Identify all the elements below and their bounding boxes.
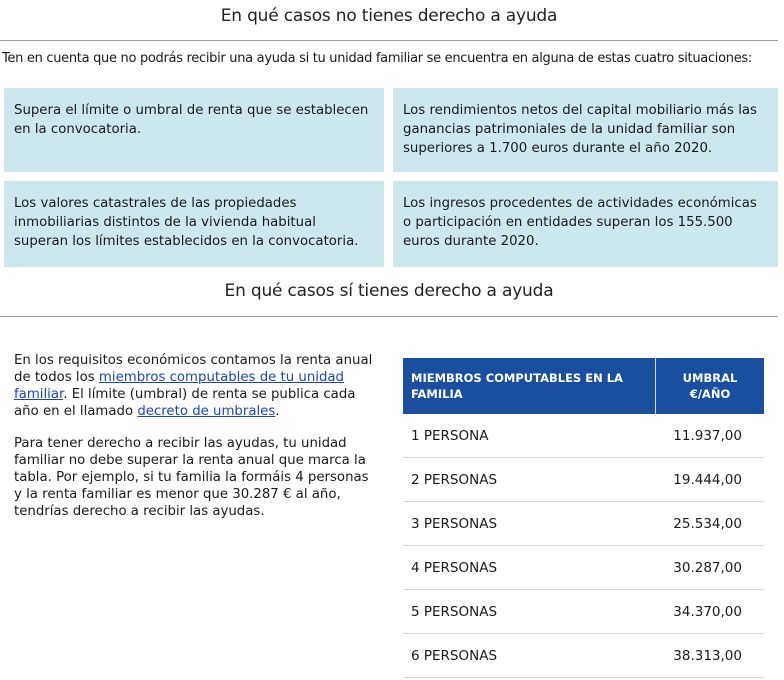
row-umbral: 25.534,00 xyxy=(656,502,765,546)
table-row xyxy=(403,634,764,678)
section-title-no-derecho: En qué casos no tienes derecho a ayuda xyxy=(220,6,558,26)
ejemplo-paragraph: Para tener derecho a recibir las ayudas, tu unidad familiar no debe superar la renta anual que marca la tabla. Por ejemplo, si tu familia la formáis 4 personas y la renta familiar es menor que 30.287 € al año, tendrías derecho a recibir las ayudas. xyxy=(14,436,369,519)
header-umbral: UMBRAL €/AÑO xyxy=(656,358,765,414)
para-text: . El límite (umbral) de renta se publica cada año en el llamado xyxy=(14,387,356,419)
row-members: 6 PERSONAS xyxy=(403,634,656,678)
card-valores-catastrales: Los valores catastrales de las propiedades inmobiliarias distintos de la vivienda habitual superan los límites establecidos en la convocatoria. xyxy=(4,181,384,267)
table-row xyxy=(403,414,764,458)
row-umbral: 38.313,00 xyxy=(656,634,765,678)
row-members: 1 PERSONA xyxy=(403,414,656,458)
row-umbral: 30.287,00 xyxy=(656,546,765,590)
link-decreto-umbrales[interactable]: decreto de umbrales xyxy=(137,404,276,419)
umbrales-table xyxy=(403,358,764,678)
intro-text: Ten en cuenta que no podrás recibir una ayuda si tu unidad familiar se encuentra en alguna de estas cuatro situaciones: xyxy=(2,51,752,66)
section-title-si-derecho: En qué casos sí tienes derecho a ayuda xyxy=(224,281,554,301)
row-members: 4 PERSONAS xyxy=(403,546,656,590)
table-row xyxy=(403,546,764,590)
requisitos-paragraph xyxy=(14,352,378,420)
table-row xyxy=(403,502,764,546)
card-actividades-economicas: Los ingresos procedentes de actividades económicas o participación en entidades superan los 155.500 euros durante 2020. xyxy=(393,181,778,267)
para-text: . xyxy=(275,404,280,419)
link-miembros-computables[interactable]: miembros computables de tu unidad familiar xyxy=(14,370,344,402)
header-members: MIEMBROS COMPUTABLES EN LA FAMILIA xyxy=(403,358,656,414)
divider xyxy=(0,40,778,41)
para-text: En los requisitos económicos contamos la renta anual de todos los xyxy=(14,353,373,385)
row-umbral: 11.937,00 xyxy=(656,414,765,458)
table-row xyxy=(403,590,764,634)
table-row xyxy=(403,458,764,502)
row-members: 5 PERSONAS xyxy=(403,590,656,634)
row-umbral: 19.444,00 xyxy=(656,458,765,502)
card-capital-mobiliario: Los rendimientos netos del capital mobiliario más las ganancias patrimoniales de la unidad familiar son superiores a 1.700 euros durante el año 2020. xyxy=(393,88,778,172)
card-renta-limit: Supera el límite o umbral de renta que se establecen en la convocatoria. xyxy=(4,88,384,172)
divider xyxy=(0,316,778,317)
row-members: 3 PERSONAS xyxy=(403,502,656,546)
row-umbral: 34.370,00 xyxy=(656,590,765,634)
table-header-row xyxy=(403,358,764,414)
row-members: 2 PERSONAS xyxy=(403,458,656,502)
